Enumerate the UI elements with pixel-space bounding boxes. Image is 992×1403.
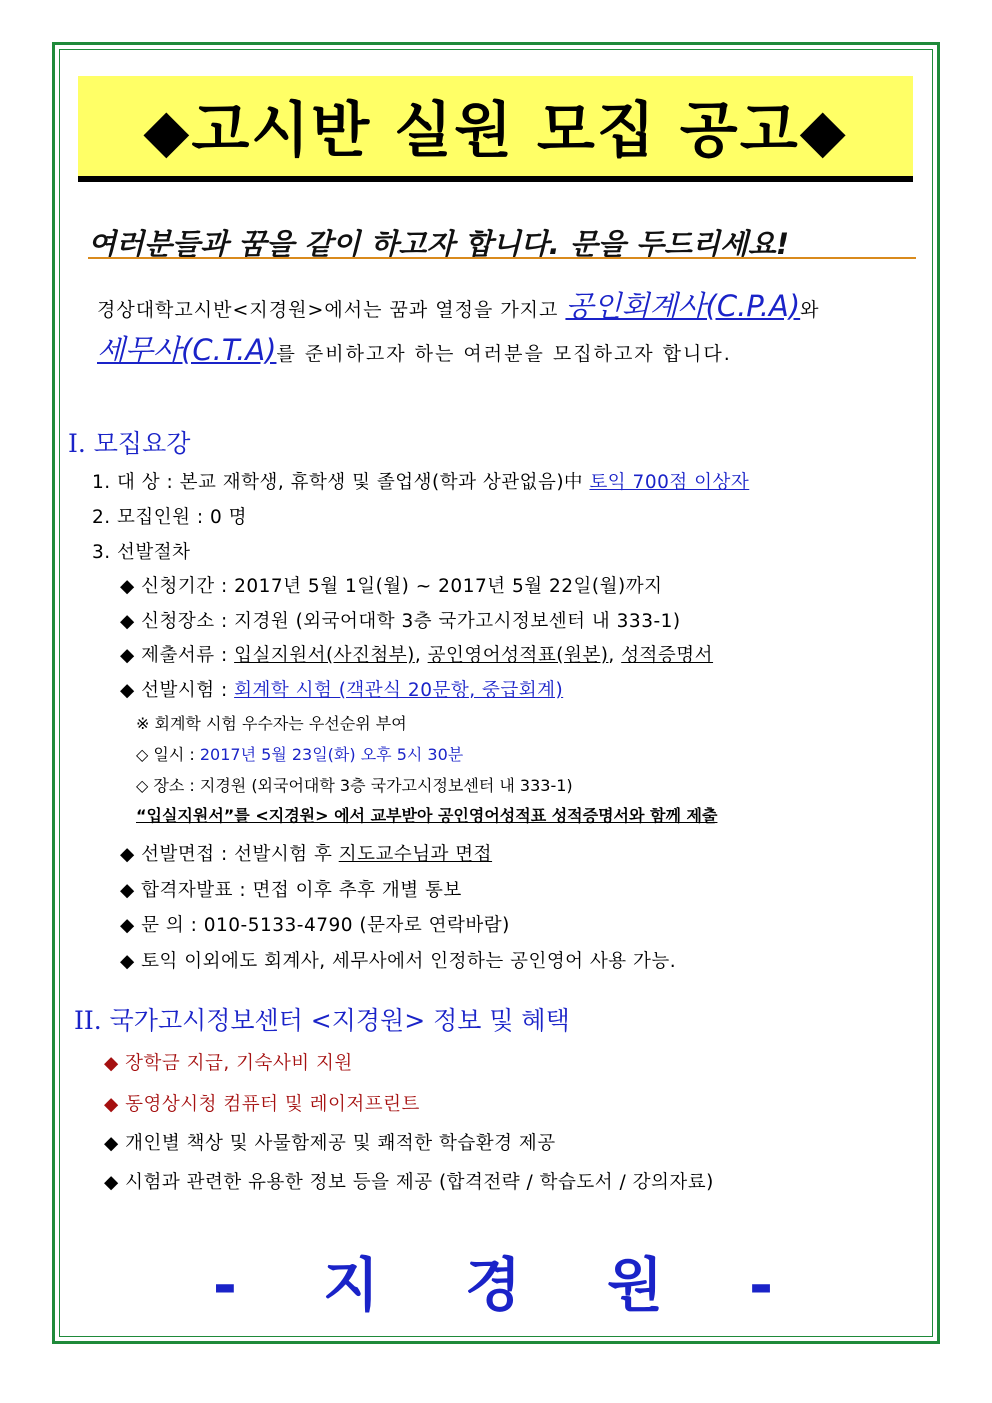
benefit-desk: ◆ 개인별 책상 및 사물함제공 및 쾌적한 학습환경 제공 (104, 1133, 556, 1154)
item-target-highlight: 토익 700점 이상자 (589, 472, 750, 493)
doc-separator: , (414, 645, 428, 666)
contact-value: 문자로 연락바람 (367, 915, 503, 936)
section-1-title: I. 모집요강 (68, 429, 191, 458)
selection-exam-value: 회계학 시험 (객관식 20문항, 중급회계) (234, 680, 564, 701)
exam-date-label: ◇ 일시 : (136, 745, 200, 764)
section-2-title: II. 국가고시정보센터 <지경원> 정보 및 혜택 (74, 1006, 570, 1035)
footer-char-2: 경 (464, 1251, 528, 1319)
item-target (92, 468, 749, 494)
benefit-computer: ◆ 동영상시청 컴퓨터 및 레이저프린트 (104, 1094, 420, 1115)
doc-separator: , (608, 645, 622, 666)
selection-interview (120, 840, 492, 866)
selection-exam (120, 676, 563, 702)
submit-instruction: “입실지원서”를 <지경원> 에서 교부받아 공인영어성적표 성적증명서와 함께 제출 (136, 806, 718, 825)
submit-docs (120, 641, 713, 667)
footer-dash-left: - (212, 1251, 243, 1319)
page-title: ◆고시반 실원 모집 공고◆ (143, 96, 848, 166)
intro-text-2: 와 (800, 299, 820, 321)
intro-text-1: 경상대학고시반<지경원>에서는 꿈과 열정을 가지고 (97, 299, 566, 321)
item-target-label: 1. 대 상 : 본교 재학생, 휴학생 및 졸업생(학과 상관없음)中 (92, 472, 590, 493)
interview-label: ◆ 선발면접 : 선발시험 후 (120, 844, 339, 865)
exam-date (136, 742, 463, 765)
exam-note: ※ 회계학 시험 우수자는 우선순위 부여 (136, 714, 407, 733)
doc-transcript: 성적증명서 (621, 645, 714, 666)
doc-application: 입실지원서(사진첨부) (234, 645, 415, 666)
slogan-underline (88, 257, 916, 259)
cta-label: 세무사(C.T.A) (97, 333, 277, 367)
contact-label: ◆ 문 의 : 010-5133-4790 ( (120, 915, 368, 936)
apply-place: ◆ 신청장소 : 지경원 (외국어대학 3층 국가고시정보센터 내 333-1) (120, 611, 681, 632)
footer-char-1: 지 (322, 1251, 385, 1319)
apply-period: ◆ 신청기간 : 2017년 5월 1일(월) ~ 2017년 5월 22일(월)까지 (120, 576, 663, 597)
result-announcement: ◆ 합격자발표 : 면접 이후 추후 개별 통보 (120, 880, 462, 901)
contact-info (120, 911, 510, 937)
item-procedure: 3. 선발절차 (92, 542, 191, 563)
submit-docs-label: ◆ 제출서류 : (120, 645, 235, 666)
exam-date-value: 2017년 5월 23일(화) 오후 5시 30분 (199, 745, 464, 764)
benefit-scholarship: ◆ 장학금 지급, 기숙사비 지원 (104, 1053, 353, 1074)
benefit-info: ◆ 시험과 관련한 유용한 정보 등을 제공 (합격전략 / 학습도서 / 강의자료) (104, 1172, 714, 1193)
intro-text-3: 를 준비하고자 하는 여러분을 모집하고자 합니다. (276, 343, 732, 365)
intro-line-2 (97, 328, 732, 369)
selection-exam-label: ◆ 선발시험 : (120, 680, 235, 701)
item-headcount: 2. 모집인원 : 0 명 (92, 507, 248, 528)
footer-char-3: 원 (607, 1251, 670, 1319)
intro-line-1 (97, 284, 820, 325)
doc-english-score: 공인영어성적표(원본) (427, 645, 609, 666)
toeic-note: ◆ 토익 이외에도 회계사, 세무사에서 인정하는 공인영어 사용 가능. (120, 951, 677, 972)
contact-end: ) (502, 915, 510, 936)
footer-signature (0, 1238, 992, 1322)
slogan: 여러분들과 꿈을 같이 하고자 합니다. 문을 두드리세요! (88, 227, 790, 261)
footer-dash-right: - (749, 1251, 780, 1319)
interview-value: 지도교수님과 면접 (338, 844, 493, 865)
cpa-label: 공인회계사(C.P.A) (565, 289, 801, 323)
exam-venue: ◇ 장소 : 지경원 (외국어대학 3층 국가고시정보센터 내 333-1) (136, 776, 573, 795)
title-banner (78, 76, 913, 182)
